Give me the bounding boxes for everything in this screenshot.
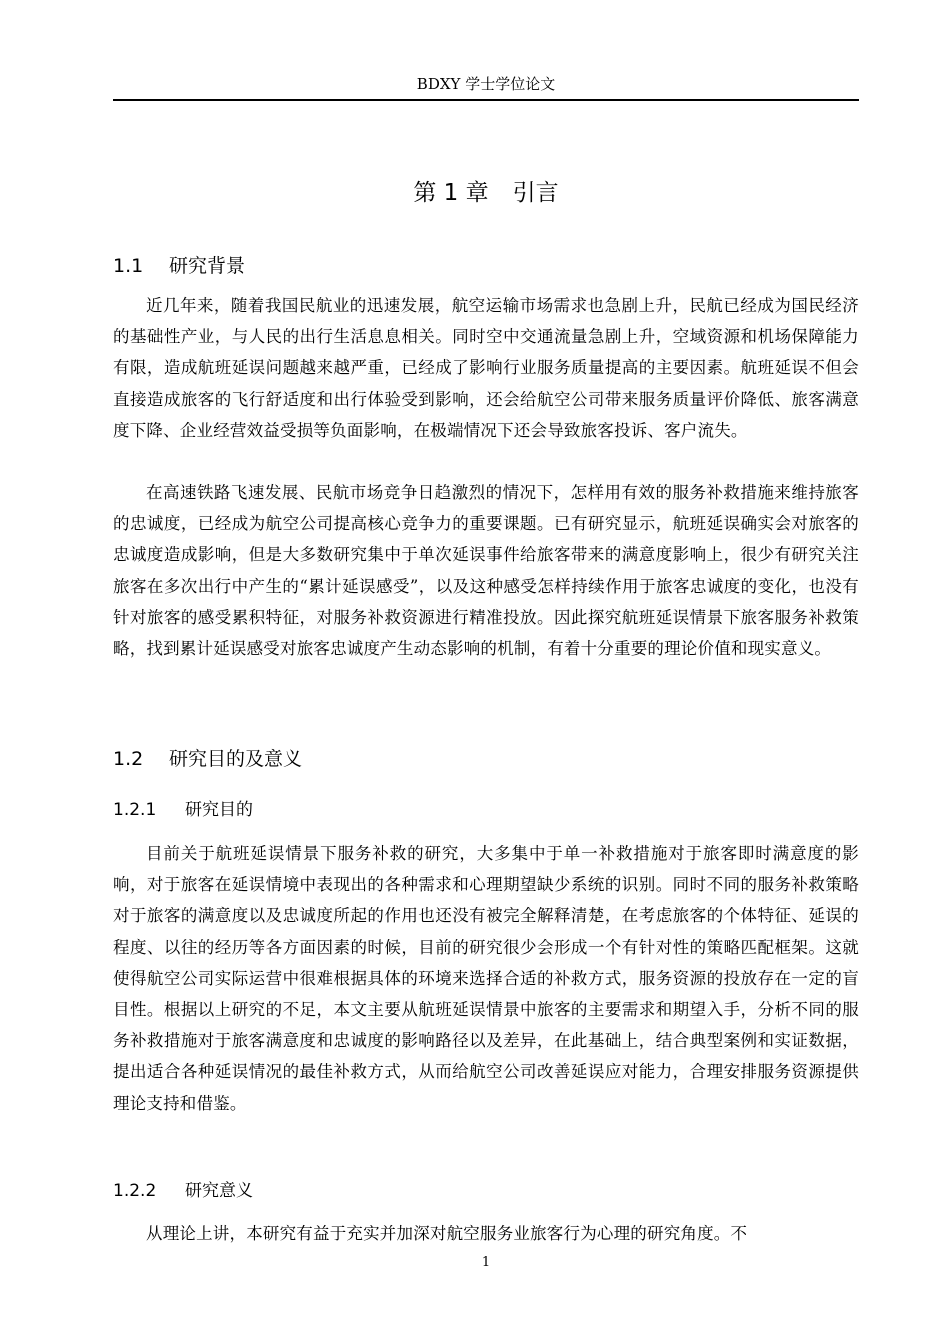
paragraph-purpose: 目前关于航班延误情景下服务补救的研究，大多集中于单一补救措施对于旅客即时满意度的影响，对于旅客在延误情境中表现出的各种需求和心理期望缺少系统的识别。同时不同的服务补救策略对于旅客的满意度以及忠诚度所起的作用也还没有被完全解释清楚，在考虑旅客的个体特征、延误的程度、以往的经历等各方面因素的时候，目前的研究很少会形成一个有针对性的策略匹配框架。这就使得航空公司实际运营中很难根据具体的环境来选择合适的补救方式，服务资源的投放存在一定的盲目性。根据以上研究的不足，本文主要从航班延误情景中旅客的主要需求和期望入手，分析不同的服务补救措施对于旅客满意度和忠诚度的影响路径以及差异，在此基础上，结合典型案例和实证数据，提出适合各种延误情况的最佳补救方式，从而给航空公司改善延误应对能力，合理安排服务资源提供理论支持和借鉴。	[113, 844, 859, 1113]
section-heading-1-1	[113, 252, 859, 280]
section-title: 研究目的及意义	[169, 748, 303, 770]
paragraph-background-1: 近几年来，随着我国民航业的迅速发展，航空运输市场需求也急剧上升，民航已经成为国民经济的基础性产业，与人民的出行生活息息相关。同时空中交通流量急剧上升，空域资源和机场保障能力有限，造成航班延误问题越来越严重，已经成了影响行业服务质量提高的主要因素。航班延误不但会直接造成旅客的飞行舒适度和出行体验受到影响，还会给航空公司带来服务质量评价降低、旅客满意度下降、企业经营效益受损等负面影响，在极端情况下还会导致旅客投诉、客户流失。	[113, 296, 859, 440]
chapter-heading	[113, 175, 859, 211]
running-header: BDXY 学士学位论文	[416, 75, 556, 93]
section-title: 研究背景	[169, 255, 246, 277]
section-heading-1-2	[113, 745, 859, 773]
subsection-heading-1-2-2	[113, 1178, 859, 1204]
paragraph-significance: 从理论上讲，本研究有益于充实并加深对航空服务业旅客行为心理的研究角度。不	[146, 1224, 748, 1243]
subsection-title: 研究意义	[185, 1181, 253, 1201]
paragraph-background-2: 在高速铁路飞速发展、民航市场竞争日趋激烈的情况下，怎样用有效的服务补救措施来维持旅客的忠诚度，已经成为航空公司提高核心竞争力的重要课题。已有研究显示，航班延误确实会对旅客的忠诚度造成影响，但是大多数研究集中于单次延误事件给旅客带来的满意度影响上，很少有研究关注旅客在多次出行中产生的“累计延误感受”，以及这种感受怎样持续作用于旅客忠诚度的变化，也没有针对旅客的感受累积特征，对服务补救资源进行精准投放。因此探究航班延误情景下旅客服务补救策略，找到累计延误感受对旅客忠诚度产生动态影响的机制，有着十分重要的理论价值和现实意义。	[113, 483, 859, 659]
section-number: 1.1	[113, 255, 144, 277]
section-number: 1.2	[113, 748, 144, 770]
chapter-number: 第 1 章	[413, 180, 489, 206]
chapter-title: 引言	[512, 180, 559, 206]
header-rule	[113, 99, 859, 101]
subsection-number: 1.2.1	[113, 800, 157, 820]
page-number: 1	[481, 1255, 491, 1270]
subsection-title: 研究目的	[185, 800, 253, 820]
subsection-number: 1.2.2	[113, 1181, 157, 1201]
subsection-heading-1-2-1	[113, 797, 859, 823]
